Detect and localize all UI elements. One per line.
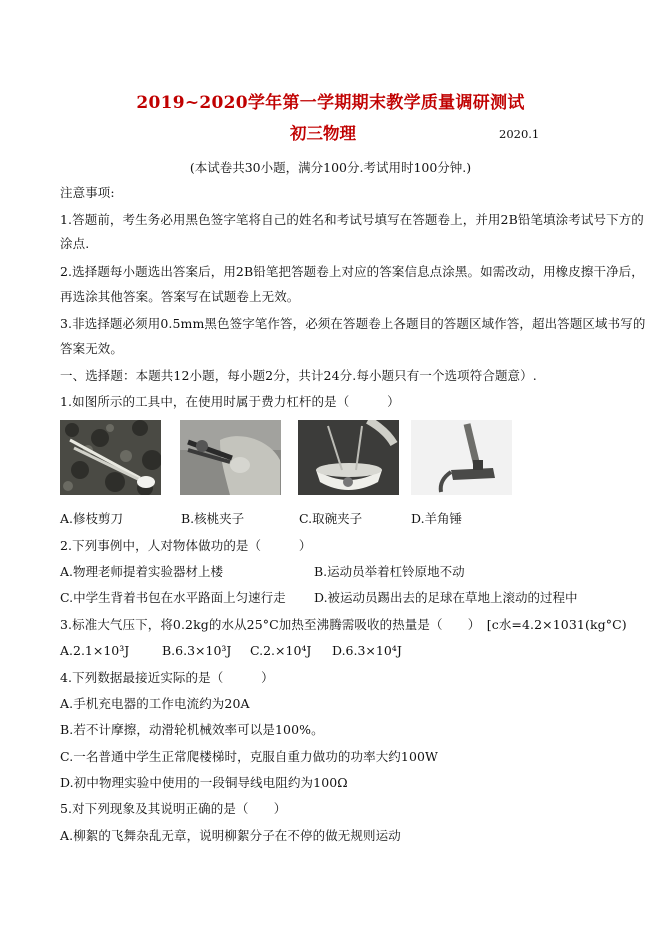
note-3-line-1: 3.非选择题必须用0.5mm黑色签字笔作答，必须在答题卷上各题目的答题区域作答，超出答题区域书写的: [60, 316, 646, 331]
q1-option-a: A.修枝剪刀: [60, 511, 124, 526]
claw-hammer-photo: [411, 420, 512, 495]
q5-stem: 5.对下列现象及其说明正确的是（ ）: [60, 801, 287, 816]
section-1-heading: 一、选择题：本题共12小题，每小题2分，共计24分.每小题只有一个选项符合题意）.: [60, 368, 537, 383]
note-2-line-1: 2.选择题每小题选出答案后，用2B铅笔把答题卷上对应的答案信息点涂黑。如需改动，用橡皮擦干净后，: [60, 264, 644, 279]
q4-option-c: C.一名普通中学生正常爬楼梯时，克服自重力做功的功率大约100W: [60, 749, 438, 764]
exam-subject: 初三物理: [290, 124, 356, 143]
q2-stem: 2.下列事例中，人对物体做功的是（ ）: [60, 538, 312, 553]
q4-option-b: B.若不计摩擦，动滑轮机械效率可以是100%。: [60, 722, 324, 737]
note-1-line-1: 1.答题前，考生务必用黑色签字笔将自己的姓名和考试号填写在答题卷上，并用2B铅笔填涂考试号下方的: [60, 212, 644, 227]
q3-option-b: B.6.3×10³J: [162, 643, 232, 658]
q2-option-d: D.被运动员踢出去的足球在草地上滚动的过程中: [314, 590, 578, 605]
q5-option-a: A.柳絮的飞舞杂乱无章，说明柳絮分子在不停的做无规则运动: [60, 828, 401, 843]
exam-date: 2020.1: [499, 127, 540, 141]
q4-option-a: A.手机充电器的工作电流约为20A: [60, 696, 250, 711]
pruning-shears-photo: [60, 420, 161, 495]
note-1-line-2: 涂点.: [60, 236, 90, 251]
note-2-line-2: 再选涂其他答案。答案写在试题卷上无效。: [60, 289, 300, 304]
walnut-cracker-photo: [180, 420, 281, 495]
bowl-clamp-photo: [298, 420, 399, 495]
q1-stem: 1.如图所示的工具中，在使用时属于费力杠杆的是（ ）: [60, 394, 400, 409]
q3-option-c: C.2.×10⁴J: [250, 643, 312, 658]
q4-option-d: D.初中物理实验中使用的一段铜导线电阻约为100Ω: [60, 775, 348, 790]
q2-option-a: A.物理老师提着实验器材上楼: [60, 564, 224, 579]
notes-heading: 注意事项:: [60, 185, 115, 200]
note-3-line-2: 答案无效。: [60, 341, 124, 356]
q1-option-d: D.羊角锤: [411, 511, 463, 526]
q2-option-b: B.运动员举着杠铃原地不动: [314, 564, 465, 579]
q1-option-c: C.取碗夹子: [299, 511, 363, 526]
q3-stem: 3.标准大气压下，将0.2kg的水从25°C加热至沸腾需吸收的热量是（ ） [c水=4.2×1031(kg°C): [60, 617, 627, 632]
exam-info: (本试卷共30小题，满分100分.考试用时100分钟.): [189, 160, 472, 175]
q3-option-a: A.2.1×10³J: [60, 643, 130, 658]
q1-option-b: B.核桃夹子: [181, 511, 245, 526]
q4-stem: 4.下列数据最接近实际的是（ ）: [60, 670, 274, 685]
exam-title: 2019~2020学年第一学期期末教学质量调研测试: [136, 93, 525, 113]
q2-option-c: C.中学生背着书包在水平路面上匀速行走: [60, 590, 286, 605]
q3-option-d: D.6.3×10⁴J: [332, 643, 402, 658]
